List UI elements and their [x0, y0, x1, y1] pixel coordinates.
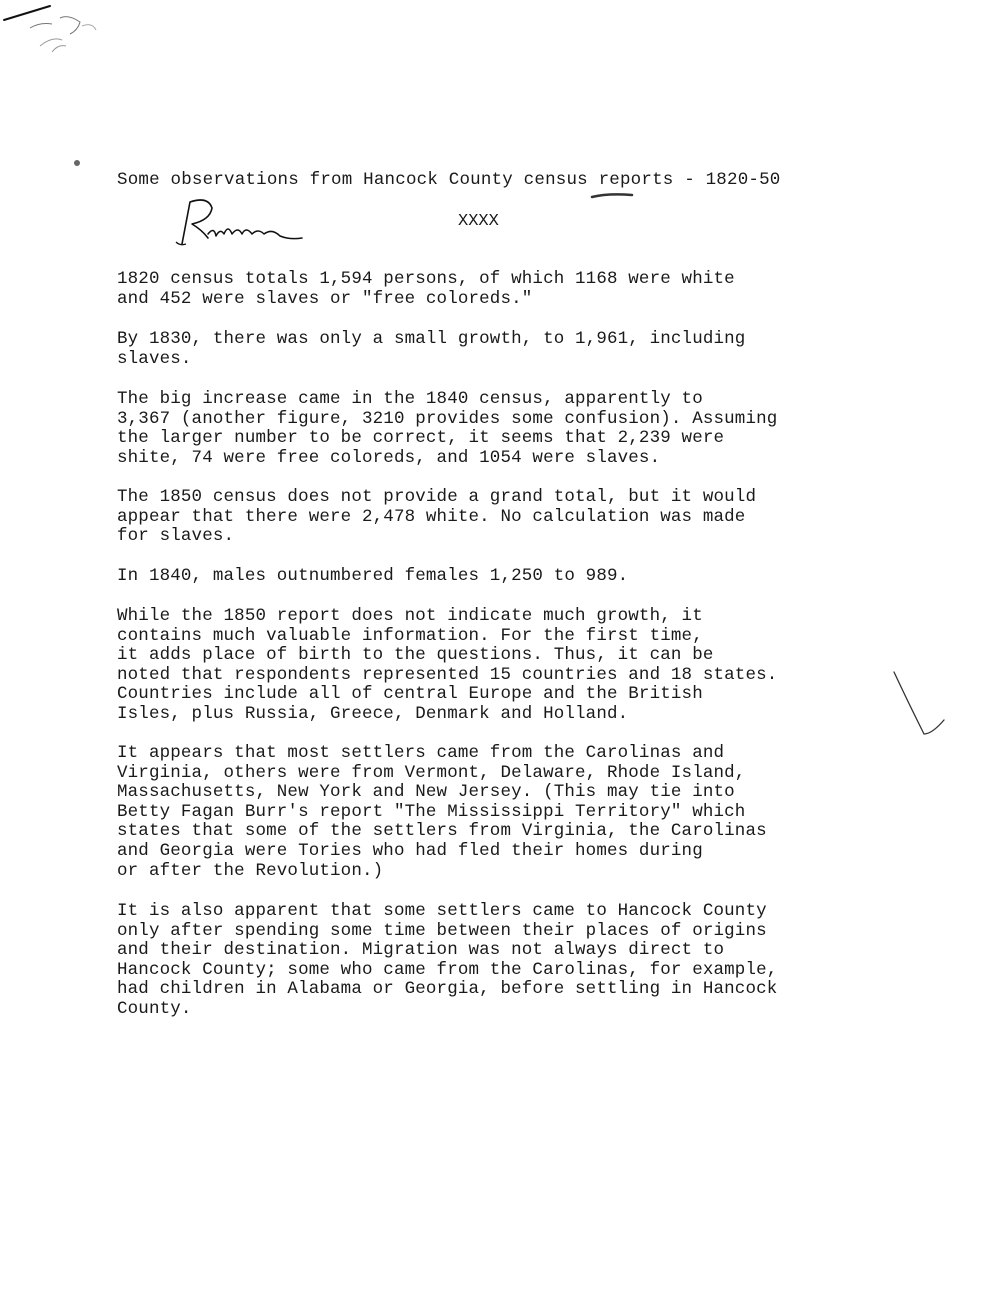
paragraph-1820-totals: 1820 census totals 1,594 persons, of which 1168 were white and 452 were slaves or "free coloreds.": [117, 269, 735, 309]
paragraph-1850-report: While the 1850 report does not indicate much growth, it contains much valuable information. For the first time, it adds place of birth to the questions. Thus, it can be noted that respondents represented 15 countries and 18 states. Countries include all of central Europe and the British Isles, plus Russia, Greece, Denmark and Holland.: [117, 606, 778, 724]
paragraph-1840-males-females: In 1840, males outnumbered females 1,250 to 989.: [117, 566, 629, 586]
margin-check-mark: [888, 668, 952, 744]
pen-underline-mark: [588, 190, 638, 202]
document-marker: XXXX: [458, 212, 499, 231]
pen-mark-top-left: [0, 0, 120, 80]
paragraph-settlers-origins: It appears that most settlers came from the Carolinas and Virginia, others were from Vermont, Delaware, Rhode Island, Massachusetts, New York and New Jersey. (This may tie into Betty Fagan Burr's report "The Mississippi Territory" which states that some of the settlers from Virginia, the Carolinas and Georgia were Tories who had fled their homes during or after the Revolution.): [117, 743, 767, 881]
paragraph-1850-census: The 1850 census does not provide a grand total, but it would appear that there were 2,478 white. No calculation was made for slaves.: [117, 487, 757, 547]
handwritten-signature: [168, 194, 308, 254]
margin-dot: [72, 158, 82, 168]
paragraph-migration: It is also apparent that some settlers came to Hancock County only after spending some time between their places of origins and their destination. Migration was not always direct to Hancock County; some who came from the Carolinas, for example, had children in Alabama or Georgia, before settling in Hancock County.: [117, 901, 778, 1019]
paragraph-1840-increase: The big increase came in the 1840 census, apparently to 3,367 (another figure, 3210 provides some confusion). Assuming the larger number to be correct, it seems that 2,239 were shite, 74 were free coloreds, and 1054 were slaves.: [117, 389, 778, 468]
paragraph-1830-growth: By 1830, there was only a small growth, to 1,961, including slaves.: [117, 329, 746, 369]
document-title: Some observations from Hancock County census reports - 1820-50: [117, 170, 781, 190]
